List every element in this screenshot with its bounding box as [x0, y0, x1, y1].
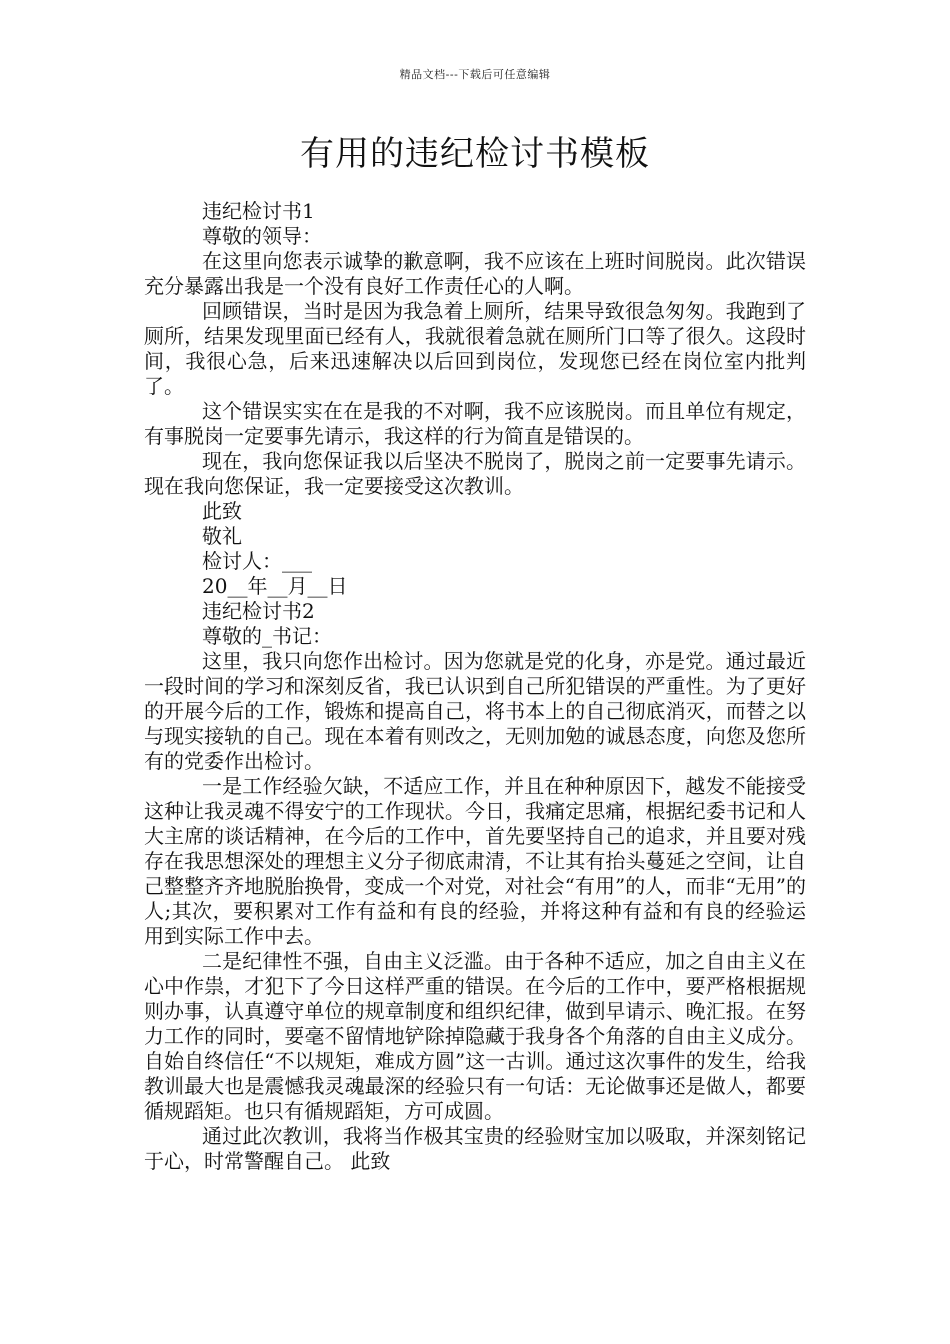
- paragraph: 在这里向您表示诚挚的歉意啊，我不应该在上班时间脱岗。此次错误充分暴露出我是一个没有良好工作责任心的人啊。: [144, 249, 806, 298]
- closing-regards: 敬礼: [202, 524, 242, 548]
- signature-line: 检讨人：___: [202, 549, 312, 573]
- header-note: 精品文档---下载后可任意编辑: [399, 68, 551, 81]
- salutation-2: 尊敬的_书记：: [202, 624, 332, 648]
- paragraph: 这个错误实实在在是我的不对啊，我不应该脱岗。而且单位有规定，有事脱岗一定要事先请示，我这样的行为简直是错误的。: [144, 399, 806, 448]
- section-heading-2: 违纪检讨书2: [202, 599, 315, 623]
- paragraph: 回顾错误，当时是因为我急着上厕所，结果导致很急匆匆。我跑到了厕所，结果发现里面已经有人，我就很着急就在厕所门口等了很久。这段时间，我很心急，后来迅速解决以后回到岗位，发现您已经在岗位室内批判了。: [144, 299, 806, 398]
- document-body: [144, 199, 806, 1174]
- section-heading-1: 违纪检讨书1: [202, 199, 315, 223]
- salutation-1: 尊敬的领导：: [202, 224, 322, 248]
- paragraph: 通过此次教训，我将当作极其宝贵的经验财宝加以吸取，并深刻铭记于心，时常警醒自己。 此致: [144, 1124, 806, 1173]
- paragraph: 现在，我向您保证我以后坚决不脱岗了，脱岗之前一定要事先请示。现在我向您保证，我一定要接受这次教训。: [144, 449, 806, 498]
- document-title: 有用的违纪检讨书模板: [300, 134, 650, 174]
- closing-line: 此致: [202, 499, 242, 523]
- paragraph: 一是工作经验欠缺，不适应工作，并且在种种原因下，越发不能接受这种让我灵魂不得安宁的工作现状。今日，我痛定思痛，根据纪委书记和人大主席的谈话精神，在今后的工作中，首先要坚持自己的追求，并且要对残存在我思想深处的理想主义分子彻底肃清，不让其有抬头蔓延之空间，让自己整整齐齐地脱胎换骨，变成一个对党，对社会“有用”的人，而非“无用”的人;其次，要积累对工作有益和有良的经验，并将这种有益和有良的经验运用到实际工作中去。: [144, 774, 806, 948]
- paragraph: 二是纪律性不强，自由主义泛滥。由于各种不适应，加之自由主义在心中作祟，才犯下了今日这样严重的错误。在今后的工作中，要严格根据规则办事，认真遵守单位的规章制度和组织纪律，做到早请示、晚汇报。在努力工作的同时，要毫不留情地铲除掉隐藏于我身各个角落的自由主义成分。自始自终信任“不以规矩，难成方圆”这一古训。通过这次事件的发生，给我教训最大也是震憾我灵魂最深的经验只有一句话：无论做事还是做人，都要循规蹈矩。也只有循规蹈矩，方可成圆。: [144, 949, 806, 1123]
- paragraph: 这里，我只向您作出检讨。因为您就是党的化身，亦是党。通过最近一段时间的学习和深刻反省，我已认识到自己所犯错误的严重性。为了更好的开展今后的工作，锻炼和提高自己，将书本上的自己彻底消灭，而替之以与现实接轨的自己。现在本着有则改之，无则加勉的诚恳态度，向您及您所有的党委作出检讨。: [144, 649, 806, 773]
- date-line: 20__年__月__日: [202, 574, 348, 598]
